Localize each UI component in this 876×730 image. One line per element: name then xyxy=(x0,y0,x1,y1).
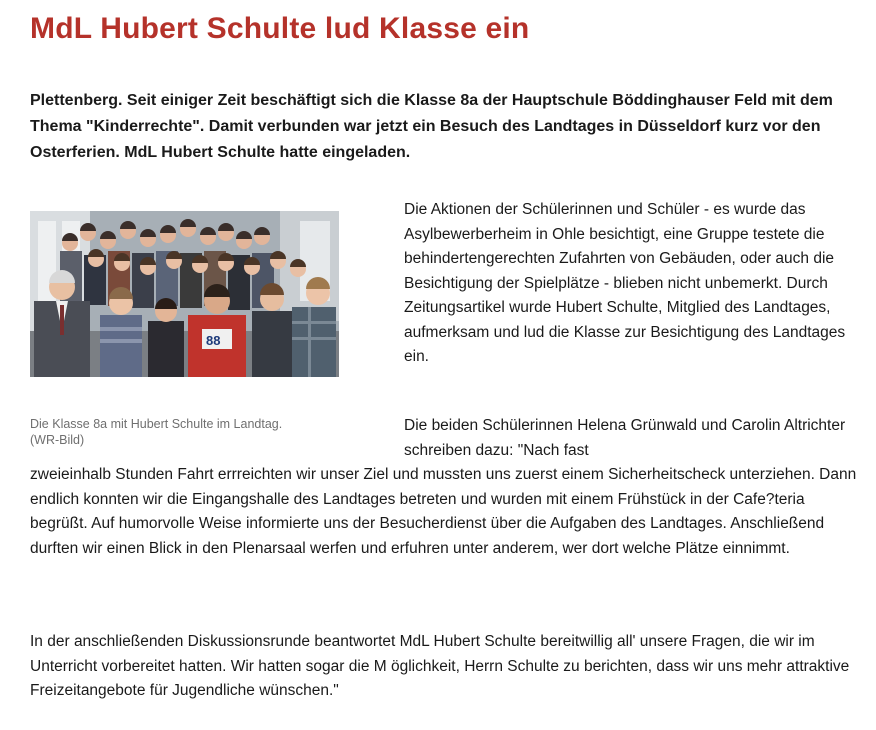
paragraph-discussion: In der anschließenden Diskussionsrunde beantwortet MdL Hubert Schulte bereitwillig all' unsere Fragen, die wir im Unterricht vorbereitet hatten. Wir hatten sogar die M öglichkeit, Herrn Schulte zu berichten, dass wir uns mehr attraktive Freizeitangebote für Jugendliche wünschen." xyxy=(30,633,850,699)
paragraph-actions: Die Aktionen der Schülerinnen und Schüler - es wurde das Asylbewerberheim in Ohle besichtigt, eine Gruppe testete die behindertengerechten Zufahrten von Gebäuden, oder auch die Besichtigung der Spielplätze - blieben nicht unbemerkt. Durch Zeitungsartikel wurde Hubert Schulte, Mitglied des Landtages, aufmerksam und lud die Klasse zur Besichtigung des Landtages ein. xyxy=(404,201,846,365)
paragraph-students-quote-rest: zweieinhalb Stunden Fahrt errreichten wir unser Ziel und mussten uns zuerst einem Sicherheitscheck unterziehen. Dann endlich konnten wir die Eingangshalle des Landtages betreten und wurden mit einem Frühstück in der Cafe?teria begrüßt. Auf humorvolle Weise informierte uns der Besucherdienst über die Aufgaben des Landtages. Anschließend durften wir einen Blick in den Plenarsaal werfen und erfuhren unter anderem, wer dort welche Plätze einnimmt. xyxy=(30,466,857,557)
headline: MdL Hubert Schulte lud Klasse ein xyxy=(30,12,530,45)
lead-paragraph: Plettenberg. Seit einiger Zeit beschäftigt sich die Klasse 8a der Hauptschule Böddinghauser Feld mit dem Thema "Kinderrechte". Damit verbunden war jetzt ein Besuch des Landtages in Düsseldorf kurz vor den Osterferien. MdL Hubert Schulte hatte eingeladen. xyxy=(30,92,833,161)
svg-text:88: 88 xyxy=(206,333,221,348)
class-group-photo xyxy=(30,211,339,377)
paragraph-students-quote-start: Die beiden Schülerinnen Helena Grünwald und Carolin Altrichter schreiben dazu: "Nach fast xyxy=(404,417,846,459)
photo-caption: Die Klasse 8a mit Hubert Schulte im Landtag. (WR-Bild) xyxy=(30,417,283,447)
